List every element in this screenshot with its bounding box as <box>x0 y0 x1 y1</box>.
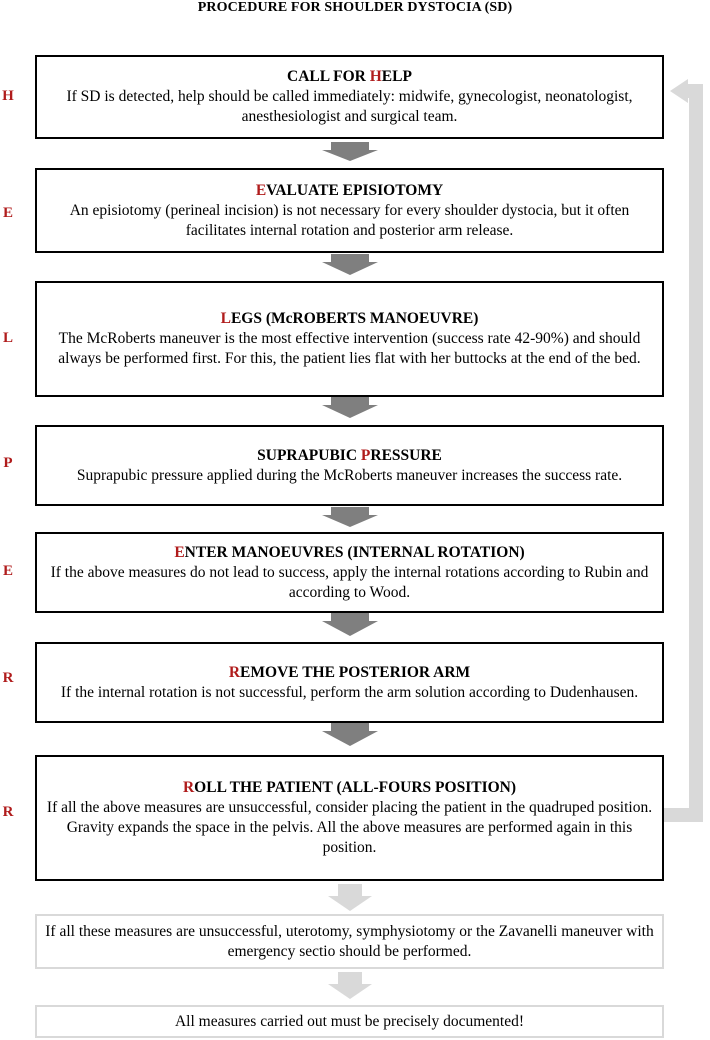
down-arrow-light <box>328 884 372 911</box>
step-description: If the internal rotation is not successful, perform the arm solution according to Dudenhausen. <box>60 683 639 701</box>
step-description: If all the above measures are unsuccessful, consider placing the patient in the quadruped position. Gravity expands the space in the pelvis. All the above measures are performed again in this position. <box>46 799 653 856</box>
step-heading: CALL FOR HELP <box>287 68 412 85</box>
step-description: Suprapubic pressure applied during the McRoberts maneuver increases the success rate. <box>76 466 623 484</box>
page-title: PROCEDURE FOR SHOULDER DYSTOCIA (SD) <box>197 0 513 15</box>
mnemonic-letter: H <box>2 88 14 104</box>
step-description: If SD is detected, help should be called immediately: midwife, gynecologist, neonatologist, anesthesiologist and surgical team. <box>66 88 633 125</box>
down-arrow <box>322 254 378 275</box>
down-arrow <box>322 397 378 418</box>
step-description: If the above measures do not lead to success, apply the internal rotations according to Rubin and according to Wood. <box>50 563 649 601</box>
down-arrow <box>322 723 378 746</box>
final-measures-box <box>35 914 664 969</box>
step-box-legs <box>35 281 664 397</box>
mnemonic-letter: R <box>2 804 14 820</box>
step-box-remove-posterior-arm <box>35 642 664 723</box>
step-box-roll-patient <box>35 755 664 881</box>
documentation-text: All measures carried out must be precisely documented! <box>174 1012 525 1030</box>
down-arrow <box>322 613 378 636</box>
mnemonic-letter: L <box>2 330 13 346</box>
mnemonic-letter: E <box>2 563 13 579</box>
down-arrow <box>322 142 378 161</box>
step-box-suprapubic-pressure <box>35 425 664 506</box>
step-heading: EVALUATE EPISIOTOMY <box>255 181 444 199</box>
down-arrow <box>322 507 378 527</box>
step-box-help <box>35 55 664 139</box>
mnemonic-letter: P <box>3 455 13 471</box>
step-heading: ENTER MANOEUVRES (INTERNAL ROTATION) <box>174 543 525 561</box>
step-heading: LEGS (McROBERTS MANOEUVRE) <box>220 310 479 327</box>
mnemonic-letter: E <box>2 205 13 221</box>
step-box-evaluate-episiotomy <box>35 168 664 253</box>
loop-back-arrowhead <box>670 79 688 103</box>
loop-back-arrow <box>664 91 696 815</box>
step-heading: ROLL THE PATIENT (ALL-FOURS POSITION) <box>182 779 517 796</box>
step-description: An episiotomy (perineal incision) is not necessary for every shoulder dystocia, but it often facilitates internal rotation and posterior arm release. <box>69 201 630 239</box>
final-measures-text: If all these measures are unsuccessful, uterotomy, symphysiotomy or the Zavanelli maneuver with emergency sectio should be performed. <box>45 922 654 960</box>
down-arrow-light <box>328 972 372 999</box>
step-box-enter-manoeuvres <box>35 532 664 613</box>
step-heading: SUPRAPUBIC PRESSURE <box>257 446 442 464</box>
step-heading: REMOVE THE POSTERIOR ARM <box>228 663 471 681</box>
mnemonic-letter: R <box>2 670 14 686</box>
step-description: The McRoberts maneuver is the most effective intervention (success rate 42-90%) and should always be performed first. For this, the patient lies flat with her buttocks at the end of the bed. <box>58 330 641 367</box>
documentation-box <box>35 1005 664 1038</box>
